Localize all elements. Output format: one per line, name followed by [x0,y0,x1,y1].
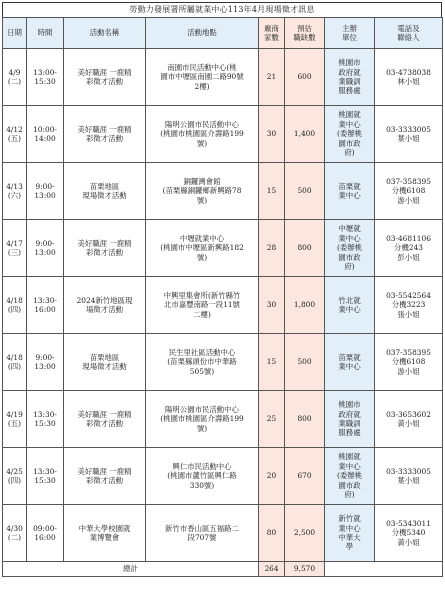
companies-cell [259,163,285,220]
time-cell [27,220,64,277]
venue-cell [146,334,259,391]
contact-cell [375,49,443,106]
header-contact: 電話及 聯絡人 [375,18,443,49]
table-row [3,277,443,334]
total-companies: 264 [259,562,285,577]
schedule-table [2,17,443,577]
companies-cell-text: 15 [266,186,277,196]
header-companies: 廠商 家數 [259,18,285,49]
event-name-cell-text: 中華大學校園就 業博覽會 [78,523,131,542]
organizer-cell [325,163,375,220]
time-cell [27,505,64,562]
organizer-cell-text: 苗栗就 業中心 [338,352,361,371]
event-name-cell-text: 美好職涯 一鹿精 彩徵才活動 [77,466,132,485]
venue-cell-text: 銅鑼灣會館 (苗栗縣銅鑼鄉新興路78 號) [162,176,242,205]
time-cell [27,277,64,334]
time-cell-text: 13:00- 15:30 [33,67,57,86]
companies-cell [259,106,285,163]
total-row [3,562,443,577]
date-cell-text: 4/19 (五) [6,409,23,428]
contact-cell [375,163,443,220]
table-row [3,448,443,505]
jobs-cell-text: 1,800 [293,300,316,310]
jobs-cell-text: 1,400 [293,129,316,139]
jobs-cell [285,277,325,334]
jobs-cell-text: 500 [297,357,312,367]
date-cell-text: 4/12 (五) [6,124,23,143]
organizer-cell [325,220,375,277]
total-blank [325,562,443,577]
jobs-cell [285,505,325,562]
contact-cell [375,220,443,277]
time-cell-text: 9:00- 13:00 [34,352,56,371]
contact-cell-text: 037-358395 分機6108 游小姐 [386,347,431,376]
date-cell [3,448,27,505]
contact-cell [375,391,443,448]
jobs-cell [285,49,325,106]
organizer-cell [325,106,375,163]
organizer-cell [325,49,375,106]
date-cell [3,391,27,448]
event-name-cell [64,106,146,163]
jobs-cell-text: 2,500 [293,528,316,538]
event-name-cell-text: 美好職涯 一鹿精 彩徵才活動 [77,409,132,428]
venue-cell-text: 興仁市民活動中心 (桃園市蘆竹區興仁路 330號) [167,461,237,490]
time-cell-text: 13:30- 15:30 [33,466,57,485]
companies-cell-text: 30 [266,300,277,310]
contact-cell-text: 03-4738038 林小姐 [386,67,431,86]
venue-cell-text: 南園市民活動中心(桃 園市中壢區南園二路90號 2樓) [160,62,244,91]
jobs-cell [285,391,325,448]
organizer-cell [325,391,375,448]
organizer-cell-text: 中壢就 業中心 (委辦桃 園市政 府) [336,224,363,272]
event-name-cell [64,220,146,277]
venue-cell [146,49,259,106]
table-row [3,391,443,448]
jobs-cell-text: 500 [297,186,312,196]
jobs-cell-text: 600 [297,72,312,82]
venue-cell-text: 陽明公園市民活動中心 (桃園市桃園區介壽路199 號) [160,404,244,433]
time-cell-text: 13:30- 16:00 [33,295,57,314]
jobs-cell-text: 800 [297,243,312,253]
organizer-cell-text: 新竹就 業中心 中華大 學 [338,514,361,552]
time-cell [27,448,64,505]
jobs-cell-text: 800 [297,414,312,424]
venue-cell [146,106,259,163]
date-cell-text: 4/13 (六) [6,181,23,200]
organizer-cell [325,448,375,505]
companies-cell [259,49,285,106]
organizer-cell-text: 苗栗就 業中心 [338,181,361,200]
companies-cell-text: 30 [266,129,277,139]
event-name-cell-text: 美好職涯 一鹿精 彩徵才活動 [77,124,132,143]
venue-cell [146,220,259,277]
venue-cell [146,391,259,448]
date-cell [3,49,27,106]
event-name-cell-text: 2024新竹地區現 場徵才活動 [76,295,133,314]
organizer-cell [325,334,375,391]
jobs-cell-text: 670 [297,471,312,481]
organizer-cell-text: 桃園就 業中心 (委辦桃 園市政 府) [336,110,363,158]
total-label: 總計 [3,562,259,577]
venue-cell-text: 中壢就業中心 (桃園市中壢區新興路182 號) [160,233,244,262]
time-cell [27,106,64,163]
companies-cell [259,277,285,334]
organizer-cell-text: 桃園市 政府就 業職訓 服務處 [338,58,361,96]
venue-cell-text: 新竹市香山區五福路二 段707號 [165,523,239,542]
venue-cell-text: 中興里集會所(新竹縣竹 北市嘉豐南路一段11號 二樓) [163,290,241,319]
table-row [3,220,443,277]
organizer-cell [325,505,375,562]
time-cell-text: 09:00- 16:00 [33,523,57,542]
organizer-cell [325,277,375,334]
jobs-cell [285,163,325,220]
event-name-cell [64,391,146,448]
organizer-cell-text: 桃園市 政府就 業職訓 服務處 [338,400,361,438]
header-venue: 活動地點 [146,18,259,49]
time-cell [27,49,64,106]
date-cell [3,220,27,277]
time-cell [27,334,64,391]
contact-cell [375,334,443,391]
contact-cell [375,277,443,334]
jobs-cell [285,106,325,163]
date-cell-text: 4/17 (三) [6,238,23,257]
date-cell-text: 4/25 (四) [6,466,23,485]
date-cell [3,277,27,334]
table-row [3,106,443,163]
event-name-cell-text: 苗栗地區 現場徵才活動 [82,181,127,200]
contact-cell-text: 03-3653602 黃小姐 [386,409,431,428]
date-cell [3,505,27,562]
table-row [3,163,443,220]
venue-cell-text: 陽明公園市民活動中心 (桃園市桃園區介壽路199 號) [160,119,244,148]
page-title: 勞動力發展署所屬就業中心113年4月現場徵才訊息 [2,2,442,17]
venue-cell [146,448,259,505]
time-cell [27,391,64,448]
venue-cell [146,277,259,334]
time-cell-text: 13:30- 15:30 [33,409,57,428]
venue-cell-text: 民生里社區活動中心 (苗栗縣頭份市中華路 505號) [167,347,237,376]
table-row [3,49,443,106]
companies-cell-text: 20 [266,471,277,481]
organizer-cell-text: 桃園就 業中心 (委辦桃 園市政 府) [336,452,363,500]
venue-cell [146,505,259,562]
date-cell [3,106,27,163]
jobs-cell [285,220,325,277]
companies-cell-text: 80 [266,528,277,538]
date-cell-text: 4/18 (四) [6,295,23,314]
contact-cell [375,106,443,163]
header-jobs: 預估 職缺數 [285,18,325,49]
companies-cell-text: 28 [266,243,277,253]
companies-cell [259,448,285,505]
companies-cell-text: 21 [266,72,277,82]
event-name-cell-text: 美好職涯 一鹿精 彩徵才活動 [77,238,132,257]
table-row [3,505,443,562]
header-row [3,18,443,49]
event-name-cell [64,49,146,106]
header-time: 時間 [27,18,64,49]
contact-cell-text: 037-358395 分機6108 游小姐 [386,176,431,205]
event-name-cell [64,505,146,562]
header-organizer: 主辦 單位 [325,18,375,49]
companies-cell [259,505,285,562]
header-date: 日期 [3,18,27,49]
contact-cell-text: 03-4681106 分機243 彭小姐 [386,233,431,262]
companies-cell-text: 25 [266,414,277,424]
contact-cell-text: 03-3333005 葉小姐 [386,124,431,143]
contact-cell [375,505,443,562]
contact-cell-text: 03-5542564 分機3223 張小姐 [386,290,431,319]
jobs-cell [285,334,325,391]
date-cell-text: 4/18 (四) [6,352,23,371]
table-row [3,334,443,391]
total-jobs: 9,570 [285,562,325,577]
jobs-cell [285,448,325,505]
companies-cell [259,391,285,448]
event-name-cell-text: 美好職涯 一鹿精 彩徵才活動 [77,67,132,86]
date-cell-text: 4/9 (二) [7,67,22,86]
event-name-cell [64,163,146,220]
time-cell [27,163,64,220]
event-name-cell-text: 苗栗地區 現場徵才活動 [82,352,127,371]
organizer-cell-text: 竹北就 業中心 [338,295,361,314]
date-cell [3,163,27,220]
contact-cell-text: 03-5343011 分機5340 黃小姐 [386,518,431,547]
companies-cell-text: 15 [266,357,277,367]
time-cell-text: 9:00- 13:00 [34,181,56,200]
contact-cell [375,448,443,505]
event-name-cell [64,277,146,334]
event-name-cell [64,448,146,505]
companies-cell [259,220,285,277]
venue-cell [146,163,259,220]
date-cell-text: 4/30 (二) [6,523,23,542]
contact-cell-text: 03-3333005 葉小姐 [386,466,431,485]
companies-cell [259,334,285,391]
date-cell [3,334,27,391]
header-event-name: 活動名稱 [64,18,146,49]
event-name-cell [64,334,146,391]
time-cell-text: 9:00- 13:00 [34,238,56,257]
time-cell-text: 10:00- 14:00 [33,124,57,143]
